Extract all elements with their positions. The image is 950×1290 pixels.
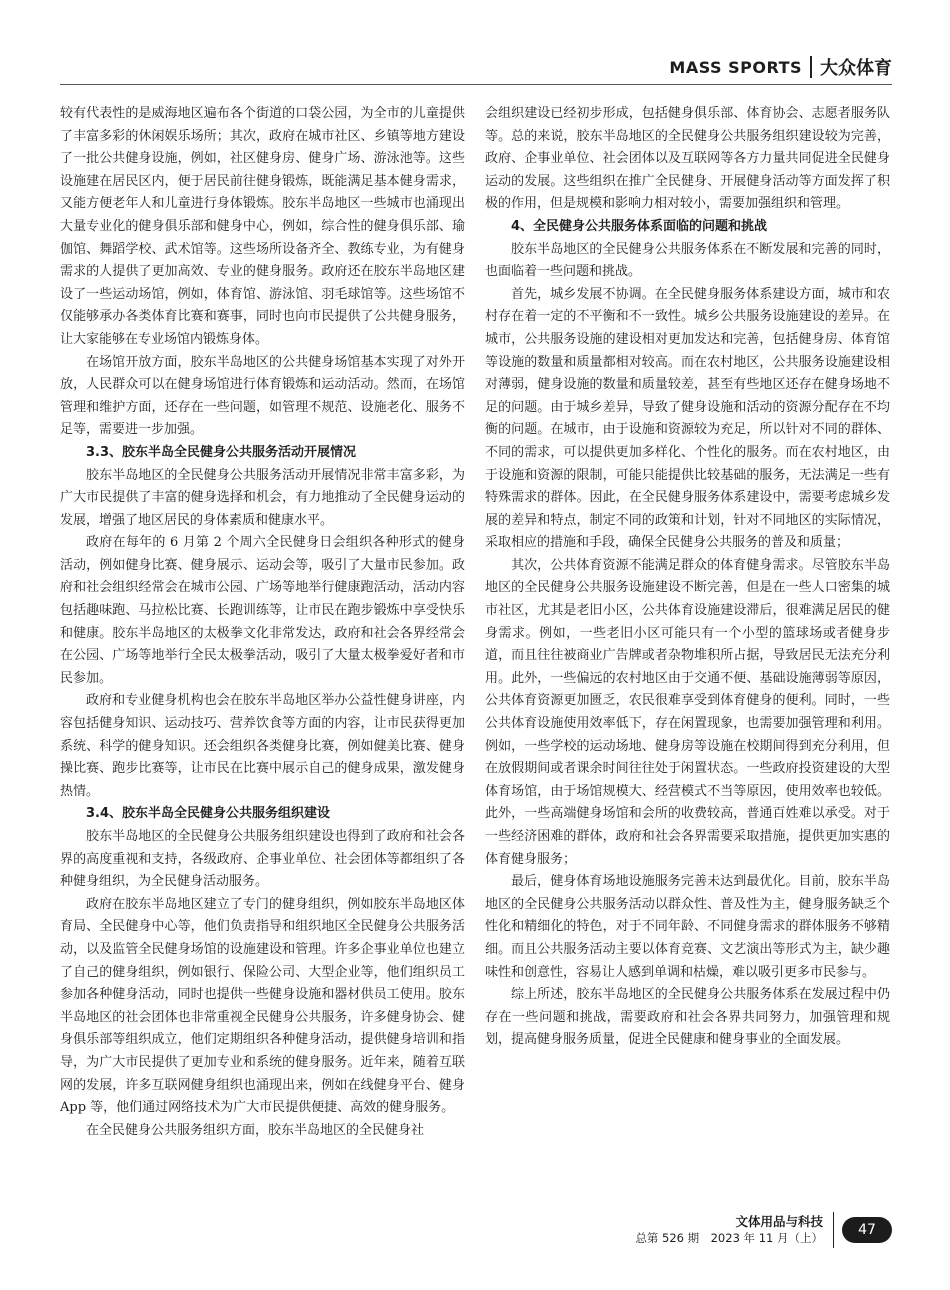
paragraph: 政府在每年的 6 月第 2 个周六全民健身日会组织各种形式的健身活动，例如健身比赛、健身展示、运动会等，吸引了大量市民参加。政府和社会组织经常会在城市公园、广场等地举行健康跑活动，活动内容包括趣味跑、马拉松比赛、长跑训练等，让市民在跑步锻炼中享受快乐和健康。胶东半岛地区的太极拳文化非常发达，政府和社会各界经常会在公园、广场等地举行全民太极拳活动，吸引了大量太极拳爱好者和市民参加。	[60, 535, 465, 686]
page-number: 47	[842, 1217, 892, 1243]
left-column	[60, 103, 465, 1142]
footer-divider	[833, 1212, 834, 1248]
brand-chinese: 大众体育	[820, 58, 892, 79]
paragraph: 胶东半岛地区的全民健身公共服务体系在不断发展和完善的同时，也面临着一些问题和挑战。	[485, 241, 890, 280]
paragraph: 最后，健身体育场地设施服务完善未达到最优化。目前，胶东半岛地区的全民健身公共服务活动以群众性、普及性为主，健身服务缺乏个性化和精细化的特色，对于不同年龄、不同健身需求的群体服务不够精细。而且公共服务活动主要以体育竞赛、文艺演出等形式为主，缺少趣味性和创意性，容易让人感到单调和枯燥，难以吸引更多市民参与。	[485, 874, 890, 980]
paragraph: 首先，城乡发展不协调。在全民健身服务体系建设方面，城市和农村存在着一定的不平衡和不一致性。城乡公共服务设施建设的差异。在城市，公共服务设施的建设相对更加发达和完善，包括健身房、体育馆等设施的数量和质量都相对较高。而在农村地区，公共服务设施建设相对薄弱，健身设施的数量和质量较差，甚至有些地区还存在健身场地不足的问题。由于城乡差异，导致了健身设施和活动的资源分配存在不均衡的问题。在城市，由于设施和资源较为充足，所以针对不同的群体、不同的需求，可以提供更加多样化、个性化的服务。而在农村地区，由于设施和资源的限制，可能只能提供比较基础的服务，无法满足一些有特殊需求的群体。因此，在全民健身服务体系建设中，需要考虑城乡发展的差异和特点，制定不同的政策和计划，针对不同地区的实际情况，采取相应的措施和手段，确保全民健身公共服务的普及和质量；	[485, 286, 890, 551]
paragraph: 会组织建设已经初步形成，包括健身俱乐部、体育协会、志愿者服务队等。总的来说，胶东半岛地区的全民健身公共服务组织建设较为完善，政府、企事业单位、社会团体以及互联网等各方力量共同促进全民健身运动的发展。这些组织在推广全民健身、开展健身活动等方面发挥了积极的作用，但是规模和影响力相对较小，需要加强组织和管理。	[485, 106, 890, 212]
section-heading-4: 4、全民健身公共服务体系面临的问题和挑战	[511, 218, 768, 234]
paragraph: 胶东半岛地区的全民健身公共服务活动开展情况非常丰富多彩，为广大市民提供了丰富的健身选择和机会，有力地推动了全民健身运动的发展，增强了地区居民的身体素质和健康水平。	[60, 467, 465, 528]
footer-text	[635, 1213, 823, 1247]
issue-info: 总第 526 期 2023 年 11 月（上）	[635, 1231, 823, 1245]
brand-divider	[810, 56, 812, 78]
paragraph: 较有代表性的是威海地区遍布各个街道的口袋公园，为全市的儿童提供了丰富多彩的休闲娱乐场所；其次，政府在城市社区、乡镇等地方建设了一批公共健身设施，例如，社区健身房、健身广场、游泳池等。这些设施建在居民区内，便于居民前往健身锻炼，既能满足基本健身需求，又能方便老年人和儿童进行身体锻炼。胶东半岛地区一些城市也涌现出大量专业化的健身俱乐部和健身中心，例如，综合性的健身俱乐部、瑜伽馆、舞蹈学校、武术馆等。这些场所设备齐全、教练专业，为有健身需求的人提供了更加高效、专业的健身服务。政府还在胶东半岛地区建设了一些运动场馆，例如，体育馆、游泳馆、羽毛球馆等。这些场馆不仅能够承办各类体育比赛和赛事，同时也向市民提供了公共健身服务，让大家能够在专业场馆内锻炼身体。	[60, 106, 465, 347]
brand-english: MASS SPORTS	[669, 57, 802, 77]
section-heading-3-3: 3.3、胶东半岛全民健身公共服务活动开展情况	[86, 444, 357, 460]
paragraph: 综上所述，胶东半岛地区的全民健身公共服务体系在发展过程中仍存在一些问题和挑战，需要政府和社会各界共同努力，加强管理和规划，提高健身服务质量，促进全民健康和健身事业的全面发展。	[485, 987, 890, 1048]
page-footer	[635, 1212, 892, 1248]
paragraph: 其次，公共体育资源不能满足群众的体育健身需求。尽管胶东半岛地区的全民健身公共服务设施建设不断完善，但是在一些人口密集的城市社区，尤其是老旧小区，公共体育设施建设滞后，很难满足居民的健身需求。例如，一些老旧小区可能只有一个小型的篮球场或者健身步道，而且往往被商业广告牌或者杂物堆积所占据，导致居民无法充分利用。此外，一些偏远的农村地区由于交通不便、基础设施薄弱等原因，公共体育资源更加匮乏，农民很难享受到体育健身的便利。同时，一些公共体育设施使用效率低下，存在闲置现象，也需要加强管理和利用。例如，一些学校的运动场地、健身房等设施在校期间得到充分利用，但在放假期间或者课余时间往往处于闲置状态。一些政府投资建设的大型体育场馆，由于场馆规模大、经营模式不当等原因，使用效率也较低。此外，一些高端健身场馆和会所的收费较高，普通百姓难以承受。对于一些经济困难的群体，政府和社会各界需要采取措施，提供更加实惠的体育健身服务；	[485, 557, 890, 867]
paragraph: 政府在胶东半岛地区建立了专门的健身组织，例如胶东半岛地区体育局、全民健身中心等，他们负责指导和组织地区全民健身公共服务活动，以及监管全民健身场馆的设施建设和管理。许多企事业单位也建立了自己的健身组织，例如银行、保险公司、大型企业等，他们组织员工参加各种健身活动，同时也提供一些健身设施和器材供员工使用。胶东半岛地区的社会团体也非常重视全民健身公共服务，许多健身协会、健身俱乐部等组织成立，他们定期组织各种健身活动，提供健身培训和指导，为广大市民提供了更加专业和系统的健身服务。近年来，随着互联网的发展，许多互联网健身组织也涌现出来，例如在线健身平台、健身 App 等，他们通过网络技术为广大市民提供便捷、高效的健身服务。	[60, 896, 465, 1116]
right-column	[485, 103, 890, 1052]
paragraph: 政府和专业健身机构也会在胶东半岛地区举办公益性健身讲座，内容包括健身知识、运动技巧、营养饮食等方面的内容，让市民获得更加系统、科学的健身知识。还会组织各类健身比赛，例如健美比赛、健身操比赛、跑步比赛等，让市民在比赛中展示自己的健身成果，激发健身热情。	[60, 693, 465, 799]
paragraph: 胶东半岛地区的全民健身公共服务组织建设也得到了政府和社会各界的高度重视和支持，各级政府、企事业单位、社会团体等都组织了各种健身组织，为全民健身活动服务。	[60, 829, 465, 890]
paragraph: 在全民健身公共服务组织方面，胶东半岛地区的全民健身社	[86, 1122, 425, 1138]
running-header	[669, 54, 892, 80]
journal-name: 文体用品与科技	[735, 1214, 823, 1229]
paragraph: 在场馆开放方面，胶东半岛地区的公共健身场馆基本实现了对外开放，人民群众可以在健身场馆进行体育锻炼和运动活动。然而，在场馆管理和维护方面，还存在一些问题，如管理不规范、设施老化、服务不足等，需要进一步加强。	[60, 354, 465, 438]
header-rule	[60, 84, 892, 85]
section-heading-3-4: 3.4、胶东半岛全民健身公共服务组织建设	[86, 806, 331, 822]
